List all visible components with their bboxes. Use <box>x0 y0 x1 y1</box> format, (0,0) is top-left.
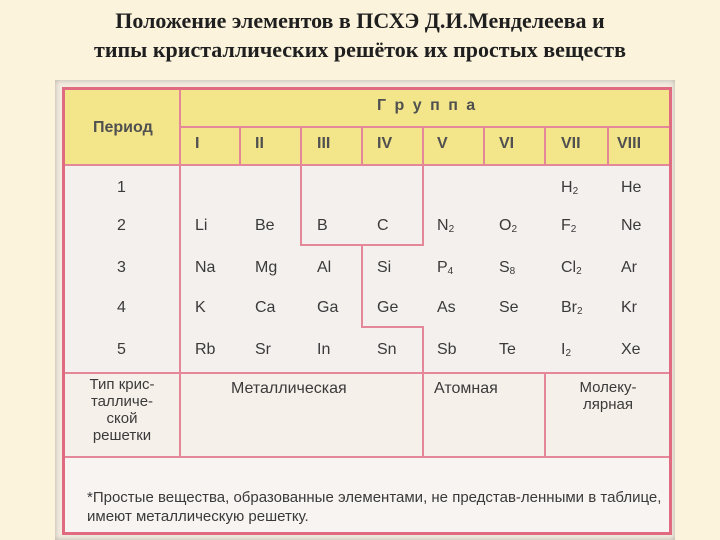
element-symbol: He <box>621 179 642 196</box>
element-symbol: Se <box>499 299 519 316</box>
grid-line <box>65 456 669 458</box>
element-symbol: Xe <box>621 341 641 358</box>
element-cell <box>377 340 397 360</box>
element-symbol: N <box>437 217 449 234</box>
period-number: 4 <box>117 299 126 316</box>
period-number: 1 <box>117 179 126 196</box>
element-symbol: Ge <box>377 299 399 316</box>
lattice-molecular-line: Молеку- <box>579 379 637 396</box>
element-symbol: Li <box>195 217 208 234</box>
element-cell <box>377 216 389 236</box>
element-cell <box>317 298 338 318</box>
element-cell <box>195 258 215 278</box>
element-cell <box>621 298 637 318</box>
element-subscript: 4 <box>447 266 454 277</box>
element-symbol: Al <box>317 259 332 276</box>
metal-boundary <box>422 326 424 456</box>
grid-line <box>422 126 424 166</box>
grid-line <box>239 126 241 166</box>
lattice-atomic: Атомная <box>434 380 498 397</box>
element-subscript: 2 <box>511 224 518 235</box>
grid-line <box>179 126 669 128</box>
element-symbol: Ne <box>621 217 642 234</box>
element-cell <box>499 298 519 318</box>
title-line-1: Положение элементов в ПСХЭ Д.И.Менделеева и <box>115 8 605 33</box>
element-symbol: Sn <box>377 341 397 358</box>
element-symbol: O <box>499 217 512 234</box>
element-symbol: P <box>437 259 448 276</box>
element-symbol: Be <box>255 217 275 234</box>
element-subscript: 2 <box>576 266 582 277</box>
lattice-molecular <box>549 379 667 413</box>
grid-line <box>544 372 546 456</box>
element-symbol: In <box>317 341 331 358</box>
element-symbol: C <box>377 217 389 234</box>
metal-boundary <box>361 326 424 328</box>
group-label: V <box>437 135 448 152</box>
element-symbol: Ar <box>621 259 637 276</box>
grid-line <box>65 372 669 374</box>
group-header: Г р у п п а <box>377 97 478 114</box>
lattice-metallic: Металлическая <box>231 380 347 397</box>
element-subscript: 8 <box>509 266 516 277</box>
element-cell <box>499 216 517 238</box>
group-label: VIII <box>617 135 642 152</box>
element-symbol: Cl <box>561 259 577 276</box>
element-symbol: Kr <box>621 299 637 316</box>
element-cell <box>499 340 516 360</box>
element-cell <box>377 258 391 278</box>
element-symbol: H <box>561 179 573 196</box>
element-cell <box>621 178 641 198</box>
element-symbol: Mg <box>255 259 278 276</box>
element-symbol: I <box>561 341 566 358</box>
footnote: *Простые вещества, образованные элементами, не представ-ленными в таблице, имеют металлическую решетку. <box>87 489 662 525</box>
metal-boundary <box>361 244 363 328</box>
element-cell <box>437 340 457 360</box>
element-cell <box>561 178 578 200</box>
element-cell <box>317 216 328 236</box>
element-symbol: F <box>561 217 571 234</box>
metal-boundary <box>300 244 363 246</box>
group-label: VI <box>499 135 515 152</box>
element-cell <box>499 258 515 280</box>
element-symbol: S <box>499 259 510 276</box>
element-cell <box>621 216 641 236</box>
element-cell <box>621 258 637 278</box>
element-symbol: Te <box>499 341 516 358</box>
grid-line <box>483 126 485 166</box>
element-cell <box>621 340 641 360</box>
metal-boundary <box>300 166 302 246</box>
element-cell <box>437 258 453 280</box>
element-symbol: B <box>317 217 328 234</box>
element-cell <box>377 298 398 318</box>
period-number: 3 <box>117 259 126 276</box>
element-symbol: As <box>437 299 456 316</box>
lattice-molecular-line: лярная <box>583 396 633 413</box>
slide-title <box>0 6 720 64</box>
title-line-2: типы кристаллических решёток их простых веществ <box>94 37 626 62</box>
element-cell <box>255 258 277 278</box>
element-cell <box>561 216 576 238</box>
period-header: Период <box>93 119 153 136</box>
element-symbol: K <box>195 299 206 316</box>
group-label: I <box>195 135 200 152</box>
grid-line <box>65 164 669 166</box>
element-cell <box>195 340 215 360</box>
element-symbol: Sr <box>255 341 271 358</box>
group-label: III <box>317 135 331 152</box>
lattice-label-line: ской <box>106 410 138 427</box>
element-cell <box>561 258 582 280</box>
element-cell <box>561 298 583 320</box>
element-symbol: Na <box>195 259 216 276</box>
element-subscript: 2 <box>565 348 572 359</box>
grid-line <box>361 126 363 166</box>
element-cell <box>437 216 454 238</box>
element-subscript: 2 <box>577 306 583 317</box>
element-cell <box>317 258 331 278</box>
element-subscript: 2 <box>448 224 455 235</box>
element-symbol: Sb <box>437 341 457 358</box>
element-symbol: Br <box>561 299 577 316</box>
element-symbol: Rb <box>195 341 216 358</box>
element-symbol: Si <box>377 259 392 276</box>
element-cell <box>255 340 271 360</box>
grid-line <box>607 126 609 166</box>
group-label: VII <box>561 135 581 152</box>
element-cell <box>195 216 207 236</box>
element-cell <box>561 340 571 362</box>
lattice-label-line: талличе- <box>90 393 154 410</box>
group-label: IV <box>377 135 393 152</box>
atomic-boundary <box>422 166 424 244</box>
element-cell <box>437 298 456 318</box>
periodic-lattice-table <box>62 87 672 535</box>
element-subscript: 2 <box>572 186 579 197</box>
header-band <box>65 90 669 166</box>
element-symbol: Ga <box>317 299 339 316</box>
lattice-label-line: решетки <box>92 427 152 444</box>
lattice-label-line: Тип крис- <box>89 376 155 393</box>
group-label: II <box>255 135 264 152</box>
atomic-boundary <box>361 244 424 246</box>
period-number: 2 <box>117 217 126 234</box>
element-cell <box>255 298 275 318</box>
lattice-type-label <box>67 376 177 444</box>
element-cell <box>255 216 275 236</box>
period-number: 5 <box>117 341 126 358</box>
grid-line <box>179 90 181 456</box>
element-cell <box>195 298 206 318</box>
element-cell <box>317 340 330 360</box>
element-symbol: Ca <box>255 299 276 316</box>
element-subscript: 2 <box>570 224 577 235</box>
grid-line <box>544 126 546 166</box>
grid-line <box>300 126 302 166</box>
